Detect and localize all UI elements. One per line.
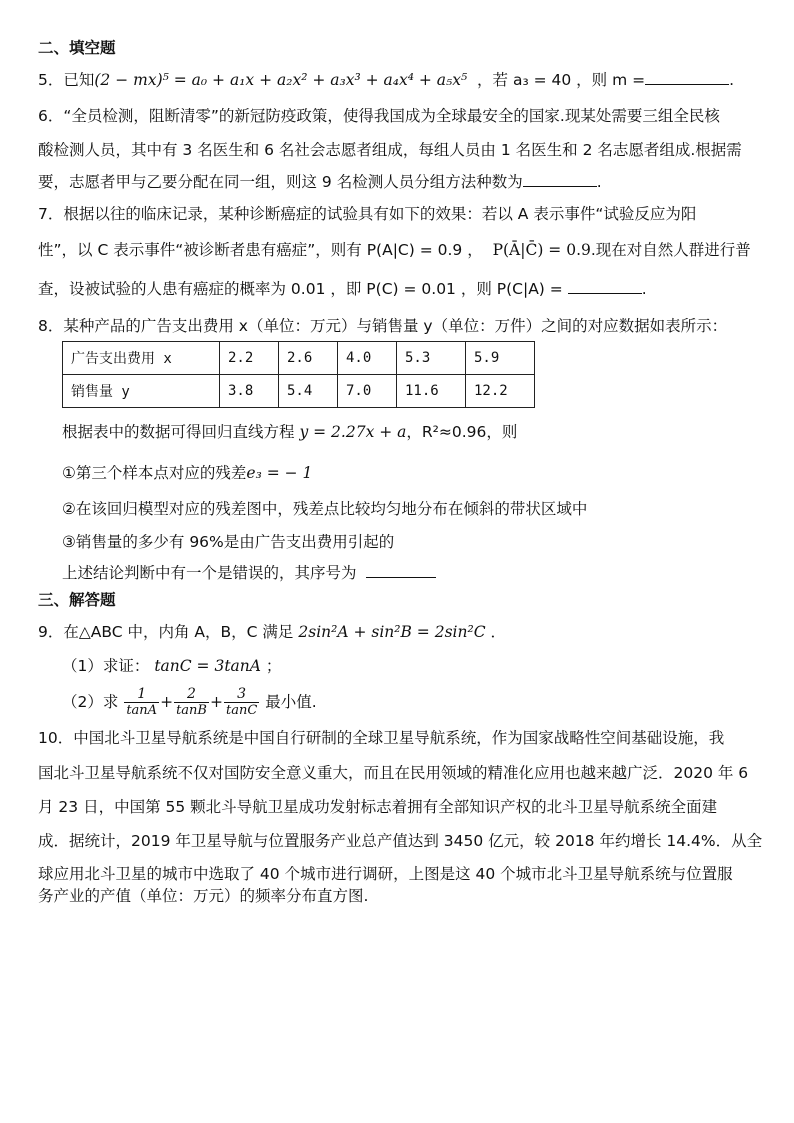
table-cell: 7.0 [338, 375, 397, 408]
q9-condition: 2sin²A + sin²B = 2sin²C [298, 623, 486, 641]
q10-line-1: 10．中国北斗卫星导航系统是中国自行研制的全球卫星导航系统，作为国家战略性空间基础设施，我 [38, 729, 725, 747]
q6-line-3-text: 要，志愿者甲与乙要分配在同一组，则这 9 名检测人员分组方法种数为 [38, 173, 523, 191]
table-cell: 3.8 [220, 375, 279, 408]
q8-statement-2: ②在该回归模型对应的残差图中，残差点比较均匀地分布在倾斜的带状区域中 [62, 500, 588, 518]
table-cell: 5.3 [397, 342, 466, 375]
fraction-2-denominator: tanB [176, 703, 207, 718]
q8-residual: e₃ = − 1 [246, 464, 313, 482]
q5-end: . [729, 71, 735, 89]
q7-answer-blank [568, 279, 642, 294]
q7-line-3-text: 查，设被试验的人患有癌症的概率为 0.01 ，即 P(C) = 0.01 ，则 P(C|A) = [38, 280, 563, 298]
q9-end: ． [490, 623, 507, 641]
q5-condition: ，若 a₃ = 40 ，则 m = [477, 71, 646, 89]
table-cell: 4.0 [338, 342, 397, 375]
q9-number: 9．在 [38, 623, 79, 641]
q8-regression [62, 422, 517, 442]
q10-line-4: 成．据统计，2019 年卫星导航与位置服务产业总产值达到 3450 亿元，较 2018 年约增长 14.4%．从全 [38, 832, 763, 850]
q8-answer-blank [366, 563, 436, 578]
fraction-3 [224, 686, 259, 719]
q7-line-2-c: .现在对自然人群进行普 [590, 241, 751, 259]
q8-regression-tail: ，R²≈0.96，则 [406, 423, 518, 441]
q10-line-5: 球应用北斗卫星的城市中选取了 40 个城市进行调研，上图是这 40 个城市北斗卫星导航系统与位置服 [38, 865, 733, 883]
q8-regression-equation: y = 2.27x + a [299, 423, 407, 441]
q9-part-1 [62, 656, 281, 676]
q5-answer-blank [645, 70, 729, 85]
q8-statement-1 [62, 463, 312, 483]
table-cell: 5.9 [466, 342, 535, 375]
q8-conclusion [62, 563, 436, 583]
question-9 [38, 622, 506, 642]
q7-end: . [641, 280, 647, 298]
q9-part-1-end: ； [265, 657, 282, 675]
q8-data-table [62, 341, 535, 408]
q9-part-1-label: （1）求证： [62, 657, 150, 675]
q8-intro: 8．某种产品的广告支出费用 x（单位：万元）与销售量 y（单位：万件）之间的对应数据如表所示： [38, 317, 728, 335]
q10-line-2: 国北斗卫星导航系统不仅对国防安全意义重大，而且在民用领域的精准化应用也越来越广泛．2020 年 6 [38, 764, 749, 782]
q10-line-6: 务产业的产值（单位：万元）的频率分布直方图. [38, 887, 369, 905]
fraction-2-numerator: 2 [174, 686, 209, 703]
fraction-3-numerator: 3 [224, 686, 259, 703]
q8-regression-text: 根据表中的数据可得回归直线方程 [62, 423, 295, 441]
table-row [63, 375, 535, 408]
q6-line-3 [38, 172, 602, 192]
q7-line-1: 7．根据以往的临床记录，某种诊断癌症的试验具有如下的效果：若以 A 表示事件“试验反应为阳 [38, 205, 697, 223]
q7-line-2-a: 性”，以 C 表示事件“被诊断者患有癌症”，则有 P(A|C) = 0.9 ， [38, 241, 483, 259]
q6-answer-blank [523, 172, 597, 187]
table-cell: 11.6 [397, 375, 466, 408]
q7-line-2 [38, 240, 751, 260]
q9-part-2-label: （2）求 [62, 693, 119, 711]
fraction-1-denominator: tanA [126, 703, 158, 718]
q9-part-2: （2）求 $\frac{1}{\tan A}$ + $\frac{2}{\tan B}$ + $\frac{3}{\tan C}$ 最小值. [62, 686, 317, 718]
q8-statement-1-text: ①第三个样本点对应的残差 [62, 464, 247, 482]
fraction-1 [124, 686, 159, 719]
table-row [63, 342, 535, 375]
q8-conclusion-text: 上述结论判断中有一个是错误的，其序号为 [62, 564, 357, 582]
q10-line-3: 月 23 日，中国第 55 颗北斗导航卫星成功发射标志着拥有全部知识产权的北斗卫星导航系统全面建 [38, 798, 718, 816]
q5-number: 5．已知 [38, 71, 95, 89]
question-5 [38, 70, 734, 90]
table-cell: 12.2 [466, 375, 535, 408]
q7-prob-complement: P(Ā|C̄) = 0.9 [492, 241, 591, 259]
q9-part-1-formula: tanC = 3tanA [154, 657, 261, 675]
q7-line-3 [38, 279, 647, 299]
table-cell: 5.4 [279, 375, 338, 408]
q6-end: . [596, 173, 602, 191]
table-cell: 2.6 [279, 342, 338, 375]
fraction-2 [174, 686, 209, 719]
q5-formula: (2 − mx)⁵ = a₀ + a₁x + a₂x² + a₃x³ + a₄x⁴ + a₅x⁵ [94, 71, 468, 89]
q6-line-1: 6．“全员检测，阻断清零”的新冠防疫政策，使得我国成为全球最安全的国家.现某处需要三组全民核 [38, 107, 720, 125]
q9-part-2-tail: 最小值. [265, 693, 317, 711]
q9-text: △ABC 中，内角 A，B，C 满足 [78, 623, 294, 641]
table-cell: 广告支出费用 x [63, 342, 220, 375]
section-answer-title: 三、解答题 [38, 591, 116, 609]
table-cell: 2.2 [220, 342, 279, 375]
fraction-1-numerator: 1 [124, 686, 159, 703]
section-fill-in-title: 二、填空题 [38, 39, 116, 57]
q8-statement-3: ③销售量的多少有 96%是由广告支出费用引起的 [62, 533, 395, 551]
fraction-3-denominator: tanC [225, 703, 258, 718]
table-cell: 销售量 y [63, 375, 220, 408]
q6-line-2: 酸检测人员，其中有 3 名医生和 6 名社会志愿者组成，每组人员由 1 名医生和 2 名志愿者组成.根据需 [38, 141, 742, 159]
